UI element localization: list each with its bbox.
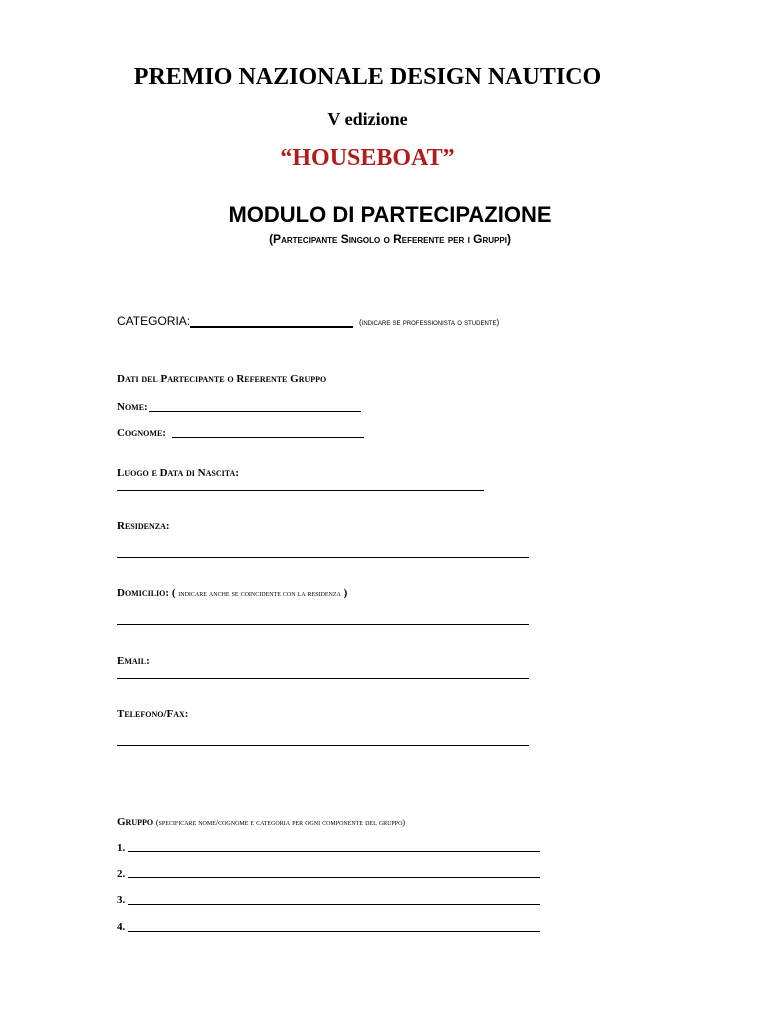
gruppo-member-field[interactable] bbox=[128, 904, 540, 905]
cognome-field[interactable] bbox=[172, 437, 364, 438]
email-field[interactable] bbox=[117, 678, 529, 679]
telefono-fax-field[interactable] bbox=[117, 745, 529, 746]
categoria-note: (indicare se professionista o studente) bbox=[359, 318, 500, 327]
gruppo-item-number: 4. bbox=[117, 921, 126, 933]
nome-field[interactable] bbox=[149, 411, 361, 412]
form-subtitle: (Partecipante Singolo o Referente per i Gruppi) bbox=[269, 232, 511, 246]
gruppo-note: (specificare nome/cognome e categoria per ogni componente del gruppo) bbox=[155, 818, 406, 827]
luogo-data-label: Luogo e Data di Nascita: bbox=[117, 467, 239, 479]
gruppo-member-field[interactable] bbox=[128, 931, 540, 932]
cognome-label: Cognome: bbox=[117, 427, 166, 439]
luogo-data-field[interactable] bbox=[117, 490, 484, 491]
section-dati-heading: Dati del Partecipante o Referente Gruppo bbox=[117, 373, 327, 385]
nome-label: Nome: bbox=[117, 401, 148, 413]
email-label: Email: bbox=[117, 655, 150, 667]
theme-title: “HOUSEBOAT” bbox=[280, 145, 455, 171]
telefono-fax-label: Telefono/Fax: bbox=[117, 708, 189, 720]
gruppo-member-field[interactable] bbox=[128, 877, 540, 878]
gruppo-item-number: 3. bbox=[117, 894, 126, 906]
gruppo-member-field[interactable] bbox=[128, 851, 540, 852]
gruppo-heading: Gruppo (specificare nome/cognome e categoria per ogni componente del gruppo) bbox=[117, 816, 406, 828]
form-title: MODULO DI PARTECIPAZIONE bbox=[228, 202, 552, 227]
gruppo-item-number: 2. bbox=[117, 868, 126, 880]
gruppo-item-number: 1. bbox=[117, 842, 126, 854]
document-title: PREMIO NAZIONALE DESIGN NAUTICO bbox=[133, 64, 602, 90]
residenza-label: Residenza: bbox=[117, 520, 170, 532]
residenza-field[interactable] bbox=[117, 557, 529, 558]
domicilio-note: indicare anche se coincidente con la residenza bbox=[178, 589, 341, 598]
domicilio-field[interactable] bbox=[117, 624, 529, 625]
categoria-label: CATEGORIA: bbox=[117, 314, 191, 328]
domicilio-label: Domicilio: ( indicare anche se coincidente con la residenza ) bbox=[117, 587, 348, 599]
categoria-field[interactable] bbox=[190, 326, 353, 328]
edition-label: V edizione bbox=[327, 109, 408, 129]
